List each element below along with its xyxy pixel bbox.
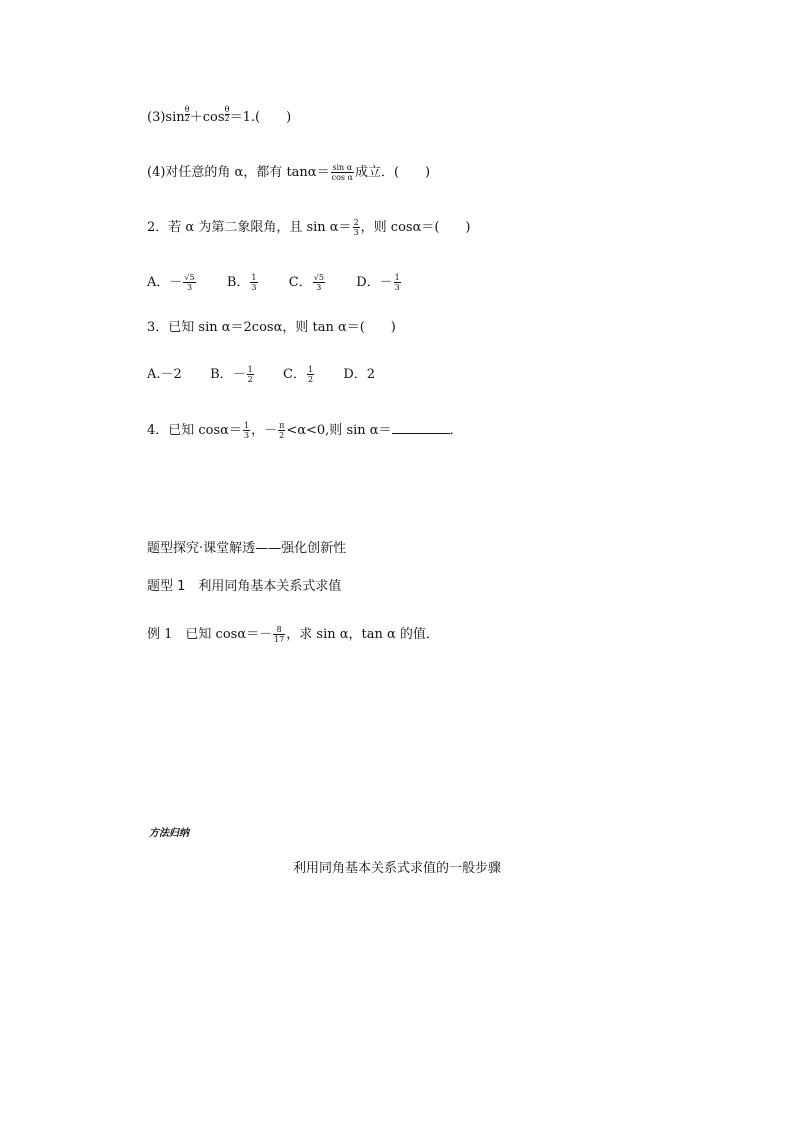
p3-option-b-den: 2 xyxy=(247,375,253,384)
problem-4 xyxy=(147,421,463,441)
example1-frac-den: 17 xyxy=(274,635,285,644)
p2-option-d-label: D．－ xyxy=(356,275,393,290)
problem-2 xyxy=(147,218,471,238)
type-1-title: 题型 1 利用同角基本关系式求值 xyxy=(147,579,342,594)
q3-prefix: (3)sin xyxy=(147,110,185,125)
p2-frac-num: 2 xyxy=(353,218,359,227)
problem-2-options xyxy=(147,273,402,293)
p2-option-c-label: C． xyxy=(288,275,312,290)
q4-suffix: 成立．( ) xyxy=(354,165,431,180)
q4-fraction xyxy=(331,163,354,182)
example1-frac-num: 8 xyxy=(273,625,285,635)
p3-option-a[interactable]: A.－2 xyxy=(147,367,182,382)
example1-prefix: 例 1 已知 cosα＝－ xyxy=(147,627,273,642)
p2-option-a-label: A．－ xyxy=(147,275,183,290)
p2-option-c-frac xyxy=(313,273,325,292)
q4-frac-den: cos α xyxy=(331,173,353,182)
q3-mid: ＋cos xyxy=(189,110,225,125)
p2-suffix: ，则 cosα＝( ) xyxy=(360,220,471,235)
p3-option-d[interactable]: D．2 xyxy=(343,367,376,382)
p4-prefix: 4．已知 cosα＝ xyxy=(147,423,242,438)
p2-option-a-den: 3 xyxy=(186,283,193,292)
p3-option-c-label: C． xyxy=(283,367,306,382)
p2-option-d-frac xyxy=(394,273,401,292)
p2-fraction xyxy=(353,218,360,237)
question-4 xyxy=(147,163,430,183)
p3-text: 3．已知 sin α＝2cosα，则 tan α＝( ) xyxy=(147,320,396,335)
p2-option-b-label: B． xyxy=(226,275,250,290)
p4-frac2-den: 2 xyxy=(279,431,285,440)
p4-fraction-2 xyxy=(278,421,285,440)
p3-option-c-frac xyxy=(307,365,314,384)
p3-option-c-den: 2 xyxy=(307,375,314,384)
p3-option-b-label: B．－ xyxy=(210,367,246,382)
problem-3-options xyxy=(147,365,375,385)
p2-option-b-frac xyxy=(250,273,257,292)
example1-fraction xyxy=(273,625,285,644)
p4-frac1-num: 1 xyxy=(243,421,250,430)
p2-option-d[interactable] xyxy=(356,275,402,290)
p2-option-b[interactable] xyxy=(227,275,259,290)
p3-option-c-num: 1 xyxy=(307,365,314,374)
q4-prefix: (4)对任意的角 α，都有 tanα＝ xyxy=(147,165,330,180)
p2-option-a[interactable] xyxy=(147,275,197,290)
section-title: 题型探究·课堂解透——强化创新性 xyxy=(147,541,347,556)
p3-option-b-num: 1 xyxy=(247,365,253,374)
q3-sup1-den: 2 xyxy=(184,114,190,123)
p2-frac-den: 3 xyxy=(353,228,359,237)
p2-option-d-den: 3 xyxy=(394,283,400,292)
p4-mid: ，－ xyxy=(251,423,278,438)
p2-option-c[interactable] xyxy=(289,275,326,290)
p2-option-c-num: √5 xyxy=(313,273,324,282)
q3-suffix: ＝1.( ) xyxy=(229,110,292,125)
method-label: 方法归纳 xyxy=(149,828,189,839)
p2-option-b-num: 1 xyxy=(251,273,257,282)
p2-option-a-num: √5 xyxy=(184,273,195,282)
question-3 xyxy=(147,105,292,128)
q4-frac-num: sin α xyxy=(332,163,353,172)
q3-sup2-den: 2 xyxy=(224,114,230,123)
p4-frac2-num: π xyxy=(279,421,285,430)
q3-sup2-num: θ xyxy=(224,105,230,114)
p4-frac1-den: 3 xyxy=(243,431,250,440)
p2-option-c-den: 3 xyxy=(316,283,322,292)
p2-option-d-num: 1 xyxy=(394,273,400,282)
p2-prefix: 2．若 α 为第二象限角，且 sin α＝ xyxy=(147,220,352,235)
method-title: 利用同角基本关系式求值的一般步骤 xyxy=(292,861,501,876)
p4-end: ． xyxy=(449,423,463,438)
example1-suffix: ，求 sin α，tan α 的值． xyxy=(286,627,439,642)
q3-sup1-num: θ xyxy=(184,105,190,114)
p3-option-c[interactable] xyxy=(283,367,315,382)
problem-3 xyxy=(147,318,396,338)
p4-suffix: <α<0,则 sin α＝ xyxy=(286,423,392,438)
p3-option-b[interactable] xyxy=(210,367,255,382)
p4-fraction-1 xyxy=(243,421,250,440)
example-1 xyxy=(147,625,439,645)
p4-answer-blank[interactable] xyxy=(392,421,450,434)
p3-option-b-frac xyxy=(247,365,254,384)
p2-option-b-den: 3 xyxy=(251,283,257,292)
p2-option-a-frac xyxy=(183,273,195,292)
